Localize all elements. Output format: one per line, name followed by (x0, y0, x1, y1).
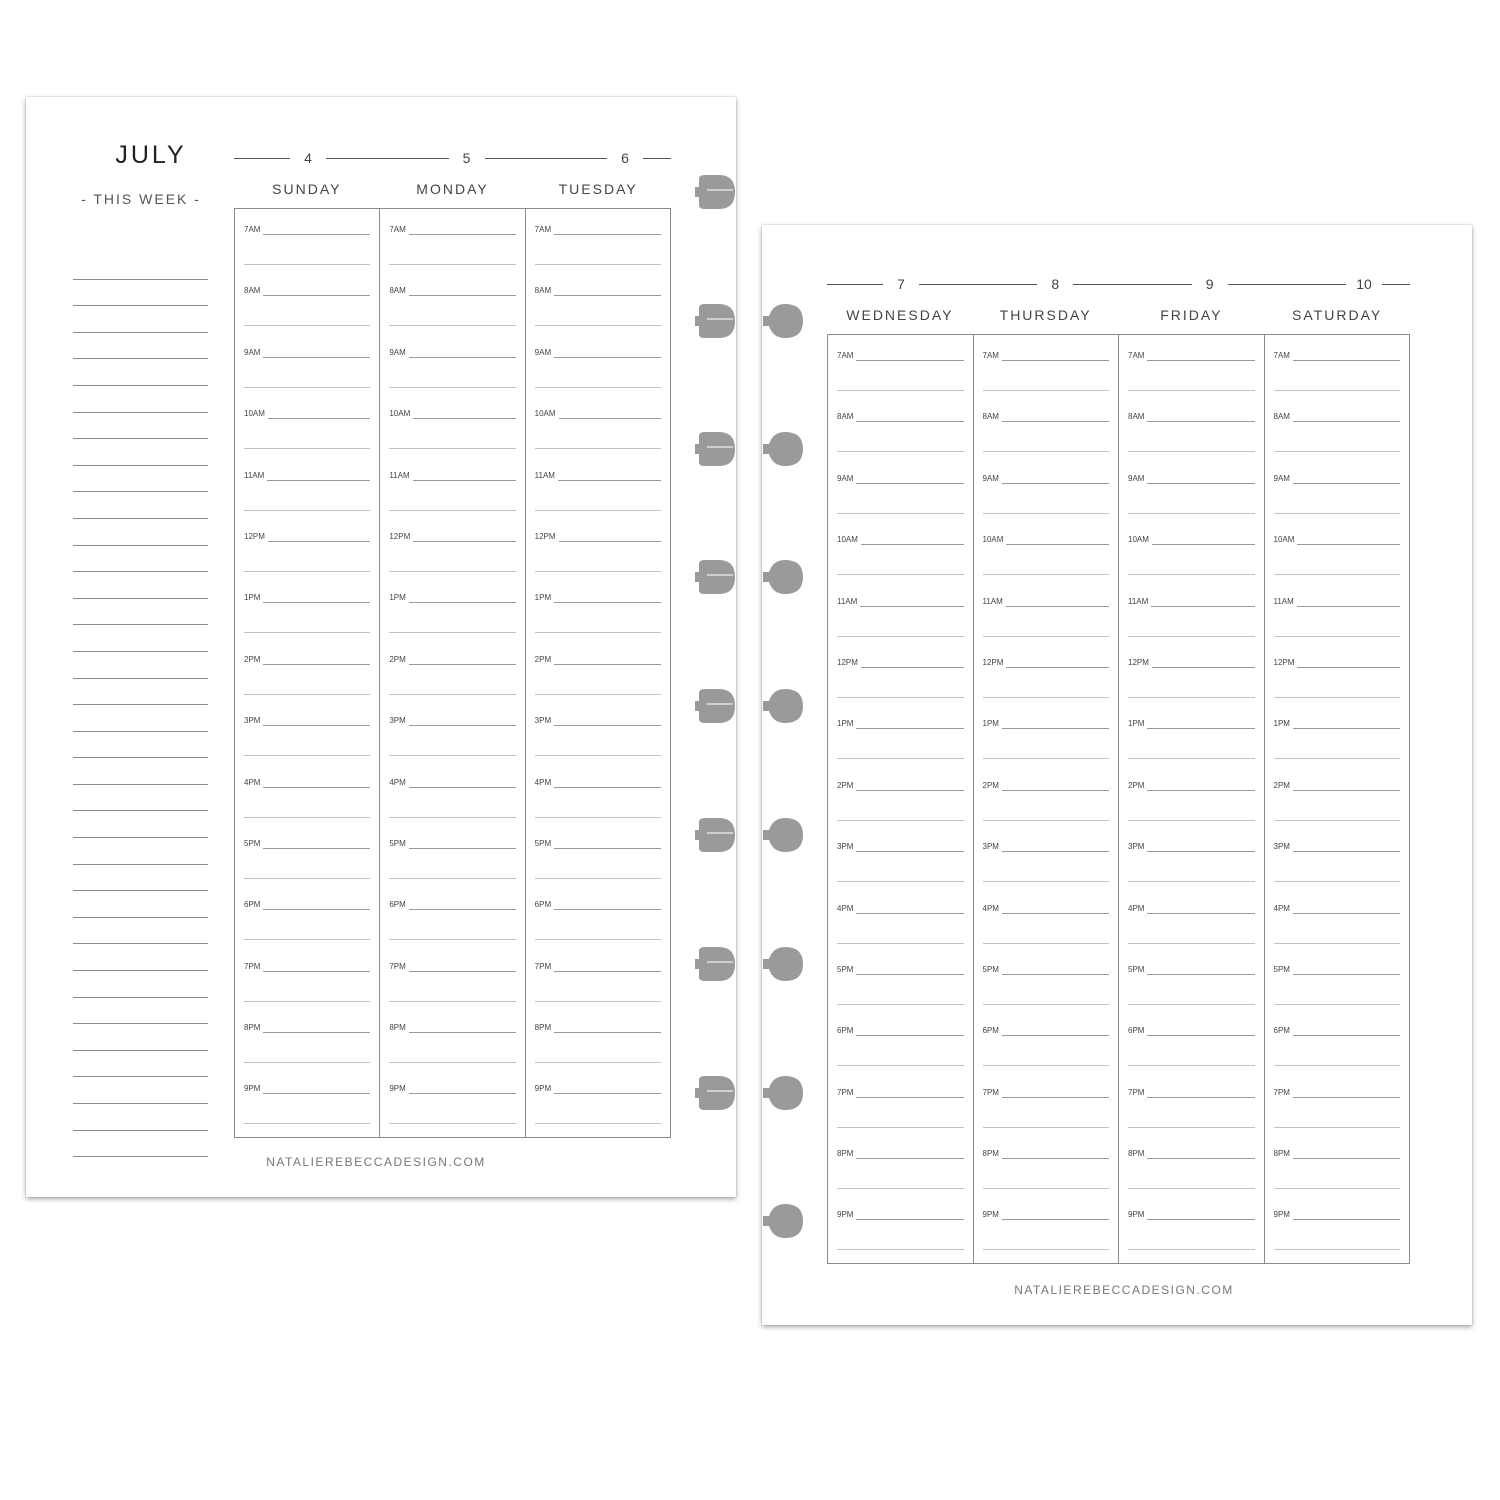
time-slot[interactable] (535, 525, 661, 586)
binder-disc-icon (763, 947, 803, 981)
hour-label: 6PM (1128, 1026, 1147, 1036)
hour-label: 9PM (389, 1084, 408, 1094)
day-column-friday[interactable] (1118, 335, 1264, 1263)
note-line[interactable] (73, 944, 208, 971)
time-slot[interactable] (244, 955, 370, 1016)
hour-label: 8PM (389, 1023, 408, 1033)
hour-label: 11AM (1128, 597, 1151, 607)
hour-label: 8AM (837, 412, 856, 422)
day-column-sunday[interactable] (235, 209, 379, 1137)
note-line[interactable] (73, 625, 208, 652)
time-slot[interactable] (389, 709, 515, 770)
time-slot[interactable] (1274, 958, 1401, 1019)
hour-label: 4PM (837, 904, 856, 914)
hour-label: 5PM (389, 839, 408, 849)
hour-label: 3PM (389, 716, 408, 726)
hour-label: 7AM (1274, 351, 1293, 361)
note-line[interactable] (73, 679, 208, 706)
hour-label: 7PM (389, 962, 408, 972)
hour-label: 6PM (244, 900, 263, 910)
date-number: 10 (1356, 276, 1372, 292)
footer-website: NATALIEREBECCADESIGN.COM (1014, 1283, 1234, 1297)
time-slot[interactable] (1274, 467, 1401, 528)
hour-label: 5PM (1274, 965, 1293, 975)
time-slot[interactable] (837, 712, 964, 773)
hour-label: 4PM (244, 778, 263, 788)
binder-disc-icon (695, 175, 735, 209)
hour-label: 9AM (389, 348, 408, 358)
day-column-thursday[interactable] (973, 335, 1119, 1263)
note-line[interactable] (73, 1104, 208, 1131)
time-slot[interactable] (1274, 835, 1401, 896)
date-number: 5 (462, 150, 471, 166)
time-slot[interactable] (1128, 651, 1255, 712)
hour-label: 6PM (837, 1026, 856, 1036)
month-title: JULY (115, 141, 187, 169)
time-slot[interactable] (1128, 1081, 1255, 1142)
date-number: 6 (621, 150, 629, 166)
hour-label: 8AM (1274, 412, 1293, 422)
hour-label: 4PM (983, 904, 1002, 914)
day-name-wednesday: WEDNESDAY (846, 307, 954, 323)
time-slot[interactable] (837, 467, 964, 528)
hour-label: 11AM (389, 471, 412, 481)
binder-disc-icon (763, 304, 803, 338)
time-slot[interactable] (837, 897, 964, 958)
footer-website: NATALIEREBECCADESIGN.COM (266, 1155, 486, 1169)
hour-label: 5PM (244, 839, 263, 849)
hour-label: 9AM (535, 348, 554, 358)
time-slot[interactable] (244, 1077, 370, 1138)
hour-label: 3PM (244, 716, 263, 726)
time-slot[interactable] (1274, 897, 1401, 958)
hour-label: 4PM (1274, 904, 1293, 914)
hour-label: 6PM (535, 900, 554, 910)
hour-label: 12PM (837, 658, 861, 668)
hour-label: 3PM (1274, 842, 1293, 852)
time-slot[interactable] (837, 528, 964, 589)
this-week-subtitle: - THIS WEEK - (81, 191, 201, 207)
date-number: 7 (897, 276, 905, 292)
note-line[interactable] (73, 546, 208, 573)
hour-label: 12PM (535, 532, 559, 542)
note-line[interactable] (73, 386, 208, 413)
time-slot[interactable] (1128, 1019, 1255, 1080)
hour-label: 10AM (244, 409, 268, 419)
note-line[interactable] (73, 519, 208, 546)
time-slot[interactable] (535, 1077, 661, 1138)
time-slot[interactable] (389, 464, 515, 525)
hour-label: 9AM (1128, 474, 1147, 484)
hour-label: 9PM (983, 1210, 1002, 1220)
hour-label: 2PM (535, 655, 554, 665)
hour-label: 8AM (389, 286, 408, 296)
time-slot[interactable] (244, 464, 370, 525)
time-slot[interactable] (1274, 405, 1401, 466)
day-column-tuesday[interactable] (525, 209, 670, 1137)
note-line[interactable] (73, 413, 208, 440)
time-slot[interactable] (244, 893, 370, 954)
binder-disc-icon (695, 432, 735, 466)
hour-label: 11AM (535, 471, 558, 481)
hour-label: 6PM (389, 900, 408, 910)
hour-label: 12PM (244, 532, 268, 542)
day-name-thursday: THURSDAY (999, 307, 1092, 323)
time-slot[interactable] (983, 528, 1110, 589)
time-slot[interactable] (837, 651, 964, 712)
hour-label: 9PM (1128, 1210, 1147, 1220)
hour-label: 4PM (535, 778, 554, 788)
time-slot[interactable] (389, 771, 515, 832)
time-slot[interactable] (1274, 1142, 1401, 1203)
day-column-wednesday[interactable] (828, 335, 973, 1263)
time-slot[interactable] (1274, 774, 1401, 835)
note-line[interactable] (73, 1077, 208, 1104)
hour-label: 7AM (983, 351, 1002, 361)
note-line[interactable] (73, 1131, 208, 1158)
time-slot[interactable] (389, 586, 515, 647)
note-line[interactable] (73, 811, 208, 838)
note-line[interactable] (73, 572, 208, 599)
time-slot[interactable] (535, 709, 661, 770)
day-name-tuesday: TUESDAY (558, 181, 638, 197)
time-slot[interactable] (535, 586, 661, 647)
binder-disc-icon (695, 947, 735, 981)
time-slot[interactable] (1274, 590, 1401, 651)
hour-label: 2PM (1128, 781, 1147, 791)
time-slot[interactable] (244, 341, 370, 402)
time-slot[interactable] (535, 771, 661, 832)
date-bar (234, 146, 671, 170)
hour-label: 2PM (983, 781, 1002, 791)
hour-label: 7PM (837, 1088, 856, 1098)
hour-label: 12PM (983, 658, 1007, 668)
hour-label: 6PM (1274, 1026, 1293, 1036)
binder-disc-icon (695, 304, 735, 338)
hour-label: 8PM (983, 1149, 1002, 1159)
note-line[interactable] (73, 891, 208, 918)
time-slot[interactable] (837, 344, 964, 405)
hour-label: 9AM (983, 474, 1002, 484)
note-line[interactable] (73, 918, 208, 945)
hour-label: 10AM (535, 409, 559, 419)
hour-label: 8AM (535, 286, 554, 296)
time-slot[interactable] (837, 1203, 964, 1264)
time-slot[interactable] (244, 402, 370, 463)
time-slot[interactable] (535, 279, 661, 340)
hour-label: 5PM (983, 965, 1002, 975)
note-line[interactable] (73, 1051, 208, 1078)
time-slot[interactable] (244, 709, 370, 770)
time-slot[interactable] (837, 590, 964, 651)
time-slot[interactable] (1274, 1081, 1401, 1142)
time-slot[interactable] (1128, 958, 1255, 1019)
hour-label: 7AM (244, 225, 263, 235)
time-slot[interactable] (389, 648, 515, 709)
time-slot[interactable] (983, 405, 1110, 466)
time-slot[interactable] (535, 464, 661, 525)
time-slot[interactable] (1128, 1142, 1255, 1203)
hour-label: 2PM (389, 655, 408, 665)
hour-label: 1PM (244, 593, 263, 603)
time-slot[interactable] (535, 218, 661, 279)
hour-label: 9AM (1274, 474, 1293, 484)
schedule-grid-right (827, 334, 1410, 1264)
hour-label: 3PM (1128, 842, 1147, 852)
hour-label: 12PM (1128, 658, 1152, 668)
time-slot[interactable] (535, 1016, 661, 1077)
hour-label: 8AM (983, 412, 1002, 422)
hour-label: 7AM (389, 225, 408, 235)
time-slot[interactable] (837, 774, 964, 835)
time-slot[interactable] (983, 1019, 1110, 1080)
time-slot[interactable] (389, 832, 515, 893)
hour-label: 2PM (1274, 781, 1293, 791)
time-slot[interactable] (837, 405, 964, 466)
time-slot[interactable] (389, 955, 515, 1016)
time-slot[interactable] (535, 955, 661, 1016)
note-line[interactable] (73, 306, 208, 333)
time-slot[interactable] (983, 1081, 1110, 1142)
time-slot[interactable] (983, 344, 1110, 405)
hour-label: 1PM (983, 719, 1002, 729)
time-slot[interactable] (389, 341, 515, 402)
hour-label: 7AM (535, 225, 554, 235)
hour-label: 9PM (244, 1084, 263, 1094)
time-slot[interactable] (1128, 344, 1255, 405)
hour-label: 1PM (389, 593, 408, 603)
hour-label: 8PM (1128, 1149, 1147, 1159)
hour-label: 5PM (535, 839, 554, 849)
time-slot[interactable] (1128, 590, 1255, 651)
hour-label: 8PM (837, 1149, 856, 1159)
time-slot[interactable] (244, 279, 370, 340)
hour-label: 11AM (244, 471, 267, 481)
time-slot[interactable] (389, 279, 515, 340)
note-line[interactable] (73, 359, 208, 386)
hour-label: 6PM (983, 1026, 1002, 1036)
date-number: 4 (304, 150, 312, 166)
day-column-saturday[interactable] (1264, 335, 1410, 1263)
day-names (234, 181, 671, 197)
time-slot[interactable] (244, 586, 370, 647)
time-slot[interactable] (1274, 344, 1401, 405)
hour-label: 9PM (535, 1084, 554, 1094)
hour-label: 10AM (983, 535, 1007, 545)
hour-label: 7AM (837, 351, 856, 361)
hour-label: 3PM (535, 716, 554, 726)
note-line[interactable] (73, 439, 208, 466)
hour-label: 4PM (389, 778, 408, 788)
time-slot[interactable] (1128, 467, 1255, 528)
time-slot[interactable] (983, 774, 1110, 835)
binder-disc-icon (763, 1204, 803, 1238)
time-slot[interactable] (1274, 712, 1401, 773)
time-slot[interactable] (983, 1203, 1110, 1264)
hour-label: 8AM (244, 286, 263, 296)
hour-label: 2PM (837, 781, 856, 791)
binder-disc-icon (695, 560, 735, 594)
time-slot[interactable] (983, 958, 1110, 1019)
day-column-monday[interactable] (379, 209, 524, 1137)
time-slot[interactable] (244, 525, 370, 586)
hour-label: 4PM (1128, 904, 1147, 914)
binder-disc-icon (695, 689, 735, 723)
time-slot[interactable] (837, 1142, 964, 1203)
hour-label: 10AM (1274, 535, 1298, 545)
note-line[interactable] (73, 466, 208, 493)
hour-label: 9PM (837, 1210, 856, 1220)
time-slot[interactable] (983, 467, 1110, 528)
day-names (827, 307, 1410, 323)
binder-disc-icon (763, 1076, 803, 1110)
time-slot[interactable] (244, 648, 370, 709)
hour-label: 3PM (983, 842, 1002, 852)
note-line[interactable] (73, 865, 208, 892)
time-slot[interactable] (837, 1019, 964, 1080)
note-line[interactable] (73, 758, 208, 785)
date-number: 9 (1205, 276, 1214, 292)
note-line[interactable] (73, 785, 208, 812)
time-slot[interactable] (535, 341, 661, 402)
hour-label: 8AM (1128, 412, 1147, 422)
time-slot[interactable] (244, 771, 370, 832)
time-slot[interactable] (389, 893, 515, 954)
hour-label: 1PM (1128, 719, 1147, 729)
hour-label: 10AM (389, 409, 413, 419)
planner-page-left (26, 97, 736, 1197)
note-line[interactable] (73, 971, 208, 998)
day-name-sunday: SUNDAY (272, 181, 342, 197)
hour-label: 8PM (244, 1023, 263, 1033)
hour-label: 8PM (535, 1023, 554, 1033)
hour-label: 7PM (1128, 1088, 1147, 1098)
hour-label: 10AM (837, 535, 861, 545)
time-slot[interactable] (389, 525, 515, 586)
hour-label: 11AM (1274, 597, 1297, 607)
time-slot[interactable] (983, 1142, 1110, 1203)
time-slot[interactable] (983, 651, 1110, 712)
hour-label: 9PM (1274, 1210, 1293, 1220)
note-line[interactable] (73, 1024, 208, 1051)
time-slot[interactable] (535, 648, 661, 709)
binder-disc-icon (763, 818, 803, 852)
binder-disc-icon (695, 818, 735, 852)
day-name-saturday: SATURDAY (1292, 307, 1383, 323)
time-slot[interactable] (1274, 1019, 1401, 1080)
time-slot[interactable] (837, 1081, 964, 1142)
hour-label: 3PM (837, 842, 856, 852)
note-line[interactable] (73, 280, 208, 307)
binder-disc-icon (763, 560, 803, 594)
note-line[interactable] (73, 998, 208, 1025)
time-slot[interactable] (535, 832, 661, 893)
schedule-grid-left (234, 208, 671, 1138)
hour-label: 5PM (837, 965, 856, 975)
hour-label: 1PM (535, 593, 554, 603)
time-slot[interactable] (389, 1016, 515, 1077)
hour-label: 7PM (1274, 1088, 1293, 1098)
hour-label: 10AM (1128, 535, 1152, 545)
time-slot[interactable] (389, 1077, 515, 1138)
time-slot[interactable] (1128, 405, 1255, 466)
time-slot[interactable] (1274, 1203, 1401, 1264)
note-line[interactable] (73, 652, 208, 679)
note-line[interactable] (73, 705, 208, 732)
time-slot[interactable] (1128, 712, 1255, 773)
hour-label: 2PM (244, 655, 263, 665)
date-number: 8 (1051, 276, 1060, 292)
hour-label: 11AM (837, 597, 860, 607)
time-slot[interactable] (983, 590, 1110, 651)
time-slot[interactable] (1128, 897, 1255, 958)
note-line[interactable] (73, 599, 208, 626)
note-line[interactable] (73, 838, 208, 865)
time-slot[interactable] (983, 897, 1110, 958)
note-line[interactable] (73, 333, 208, 360)
hour-label: 5PM (1128, 965, 1147, 975)
note-line[interactable] (73, 732, 208, 759)
time-slot[interactable] (1128, 835, 1255, 896)
time-slot[interactable] (1128, 528, 1255, 589)
hour-label: 9AM (244, 348, 263, 358)
hour-label: 12PM (389, 532, 413, 542)
time-slot[interactable] (244, 218, 370, 279)
date-bar (827, 272, 1410, 296)
this-week-notes (73, 253, 208, 1157)
time-slot[interactable] (535, 893, 661, 954)
time-slot[interactable] (1274, 651, 1401, 712)
hour-label: 11AM (983, 597, 1006, 607)
hour-label: 12PM (1274, 658, 1298, 668)
hour-label: 1PM (1274, 719, 1293, 729)
hour-label: 7PM (983, 1088, 1002, 1098)
time-slot[interactable] (1128, 774, 1255, 835)
time-slot[interactable] (983, 835, 1110, 896)
time-slot[interactable] (1128, 1203, 1255, 1264)
time-slot[interactable] (1274, 528, 1401, 589)
time-slot[interactable] (983, 712, 1110, 773)
note-line[interactable] (73, 253, 208, 280)
day-name-monday: MONDAY (416, 181, 489, 197)
binder-disc-icon (763, 689, 803, 723)
binder-disc-icon (695, 1076, 735, 1110)
time-slot[interactable] (837, 835, 964, 896)
time-slot[interactable] (837, 958, 964, 1019)
time-slot[interactable] (535, 402, 661, 463)
hour-label: 9AM (837, 474, 856, 484)
time-slot[interactable] (389, 402, 515, 463)
hour-label: 7PM (535, 962, 554, 972)
hour-label: 7AM (1128, 351, 1147, 361)
binder-disc-icon (763, 432, 803, 466)
note-line[interactable] (73, 492, 208, 519)
day-name-friday: FRIDAY (1160, 307, 1223, 323)
hour-label: 7PM (244, 962, 263, 972)
hour-label: 1PM (837, 719, 856, 729)
time-slot[interactable] (244, 1016, 370, 1077)
planner-page-right (762, 225, 1472, 1325)
time-slot[interactable] (389, 218, 515, 279)
time-slot[interactable] (244, 832, 370, 893)
hour-label: 8PM (1274, 1149, 1293, 1159)
